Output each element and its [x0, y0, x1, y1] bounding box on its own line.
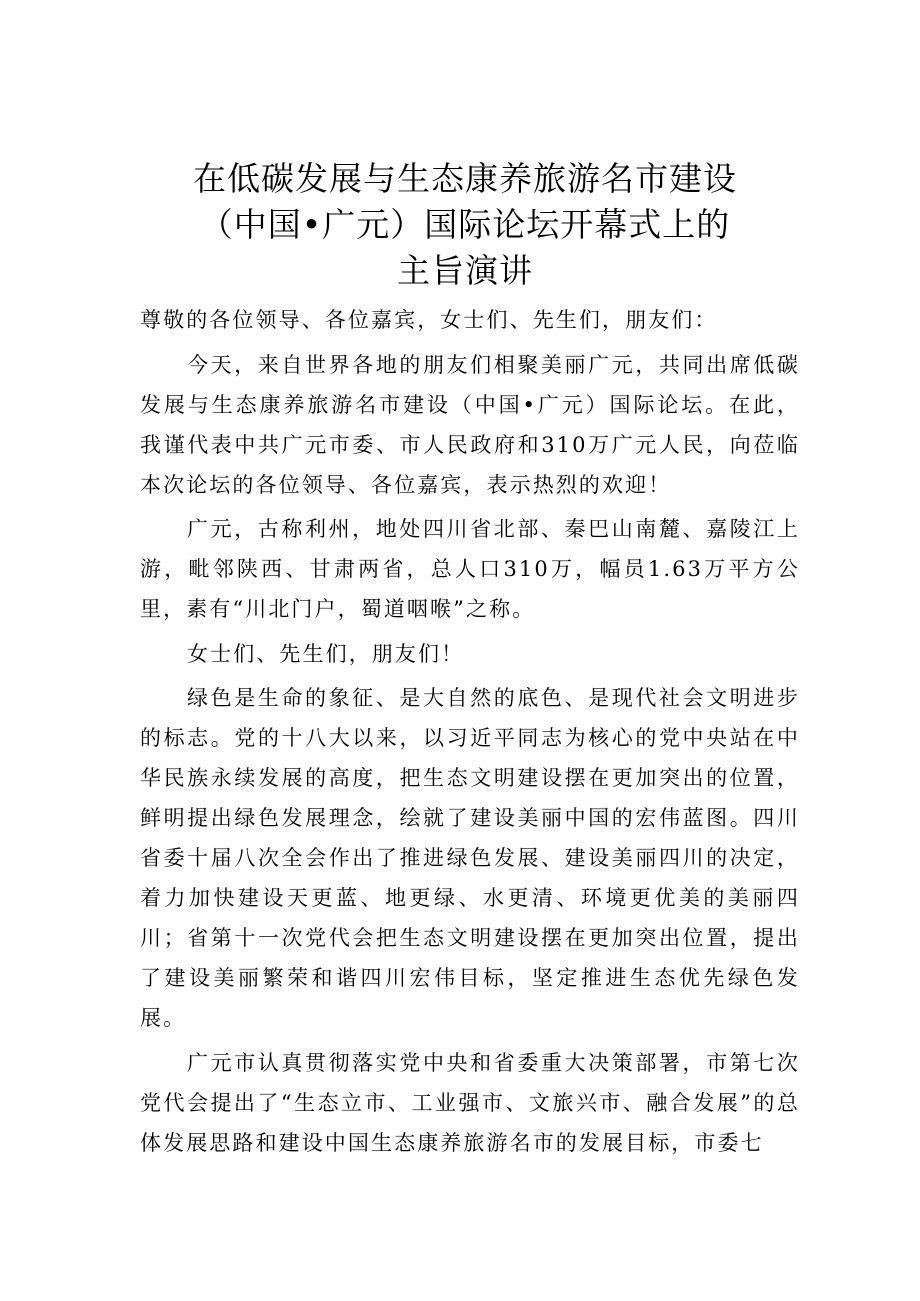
- paragraph-green-development: 绿色是生命的象征、是大自然的底色、是现代社会文明进步的标志。党的十八大以来，以习近平同志为核心的党中央站在中华民族永续发展的高度，把生态文明建设摆在更加突出的位置，鲜明提出绿色发展理念，绘就了建设美丽中国的宏伟蓝图。四川省委十届八次全会作出了推进绿色发展、建设美丽四川的决定，着力加快建设天更蓝、地更绿、水更清、环境更优美的美丽四川；省第十一次党代会把生态文明建设摆在更加突出位置，提出了建设美丽繁荣和谐四川宏伟目标，坚定推进生态优先绿色发展。: [140, 686, 800, 1030]
- title-line-1: 在低碳发展与生态康养旅游名市建设: [193, 159, 737, 198]
- paragraph-address: 女士们、先生们，朋友们！: [187, 641, 465, 666]
- paragraph-city-strategy: 广元市认真贯彻落实党中央和省委重大决策部署，市第七次党代会提出了“生态立市、工业强市、文旅兴市、融合发展”的总体发展思路和建设中国生态康养旅游名市的发展目标，市委七: [140, 1050, 800, 1155]
- speech-body: [140, 300, 800, 1167]
- title-line-3: 主旨演讲: [397, 251, 533, 290]
- paragraph-welcome: 今天，来自世界各地的朋友们相聚美丽广元，共同出席低碳发展与生态康养旅游名市建设（中国•广元）国际论坛。在此，我谨代表中共广元市委、市人民政府和310万广元人民，向莅临本次论坛的各位领导、各位嘉宾，表示热烈的欢迎！: [140, 352, 800, 497]
- speech-title: [140, 156, 790, 294]
- title-line-2: （中国•广元）国际论坛开幕式上的: [199, 205, 731, 244]
- paragraph-guangyuan-intro: 广元，古称利州，地处四川省北部、秦巴山南麓、嘉陵江上游，毗邻陕西、甘肃两省，总人口310万，幅员1.63万平方公里，素有“川北门户，蜀道咽喉”之称。: [140, 517, 800, 621]
- salutation: 尊敬的各位领导、各位嘉宾，女士们、先生们，朋友们：: [140, 308, 718, 332]
